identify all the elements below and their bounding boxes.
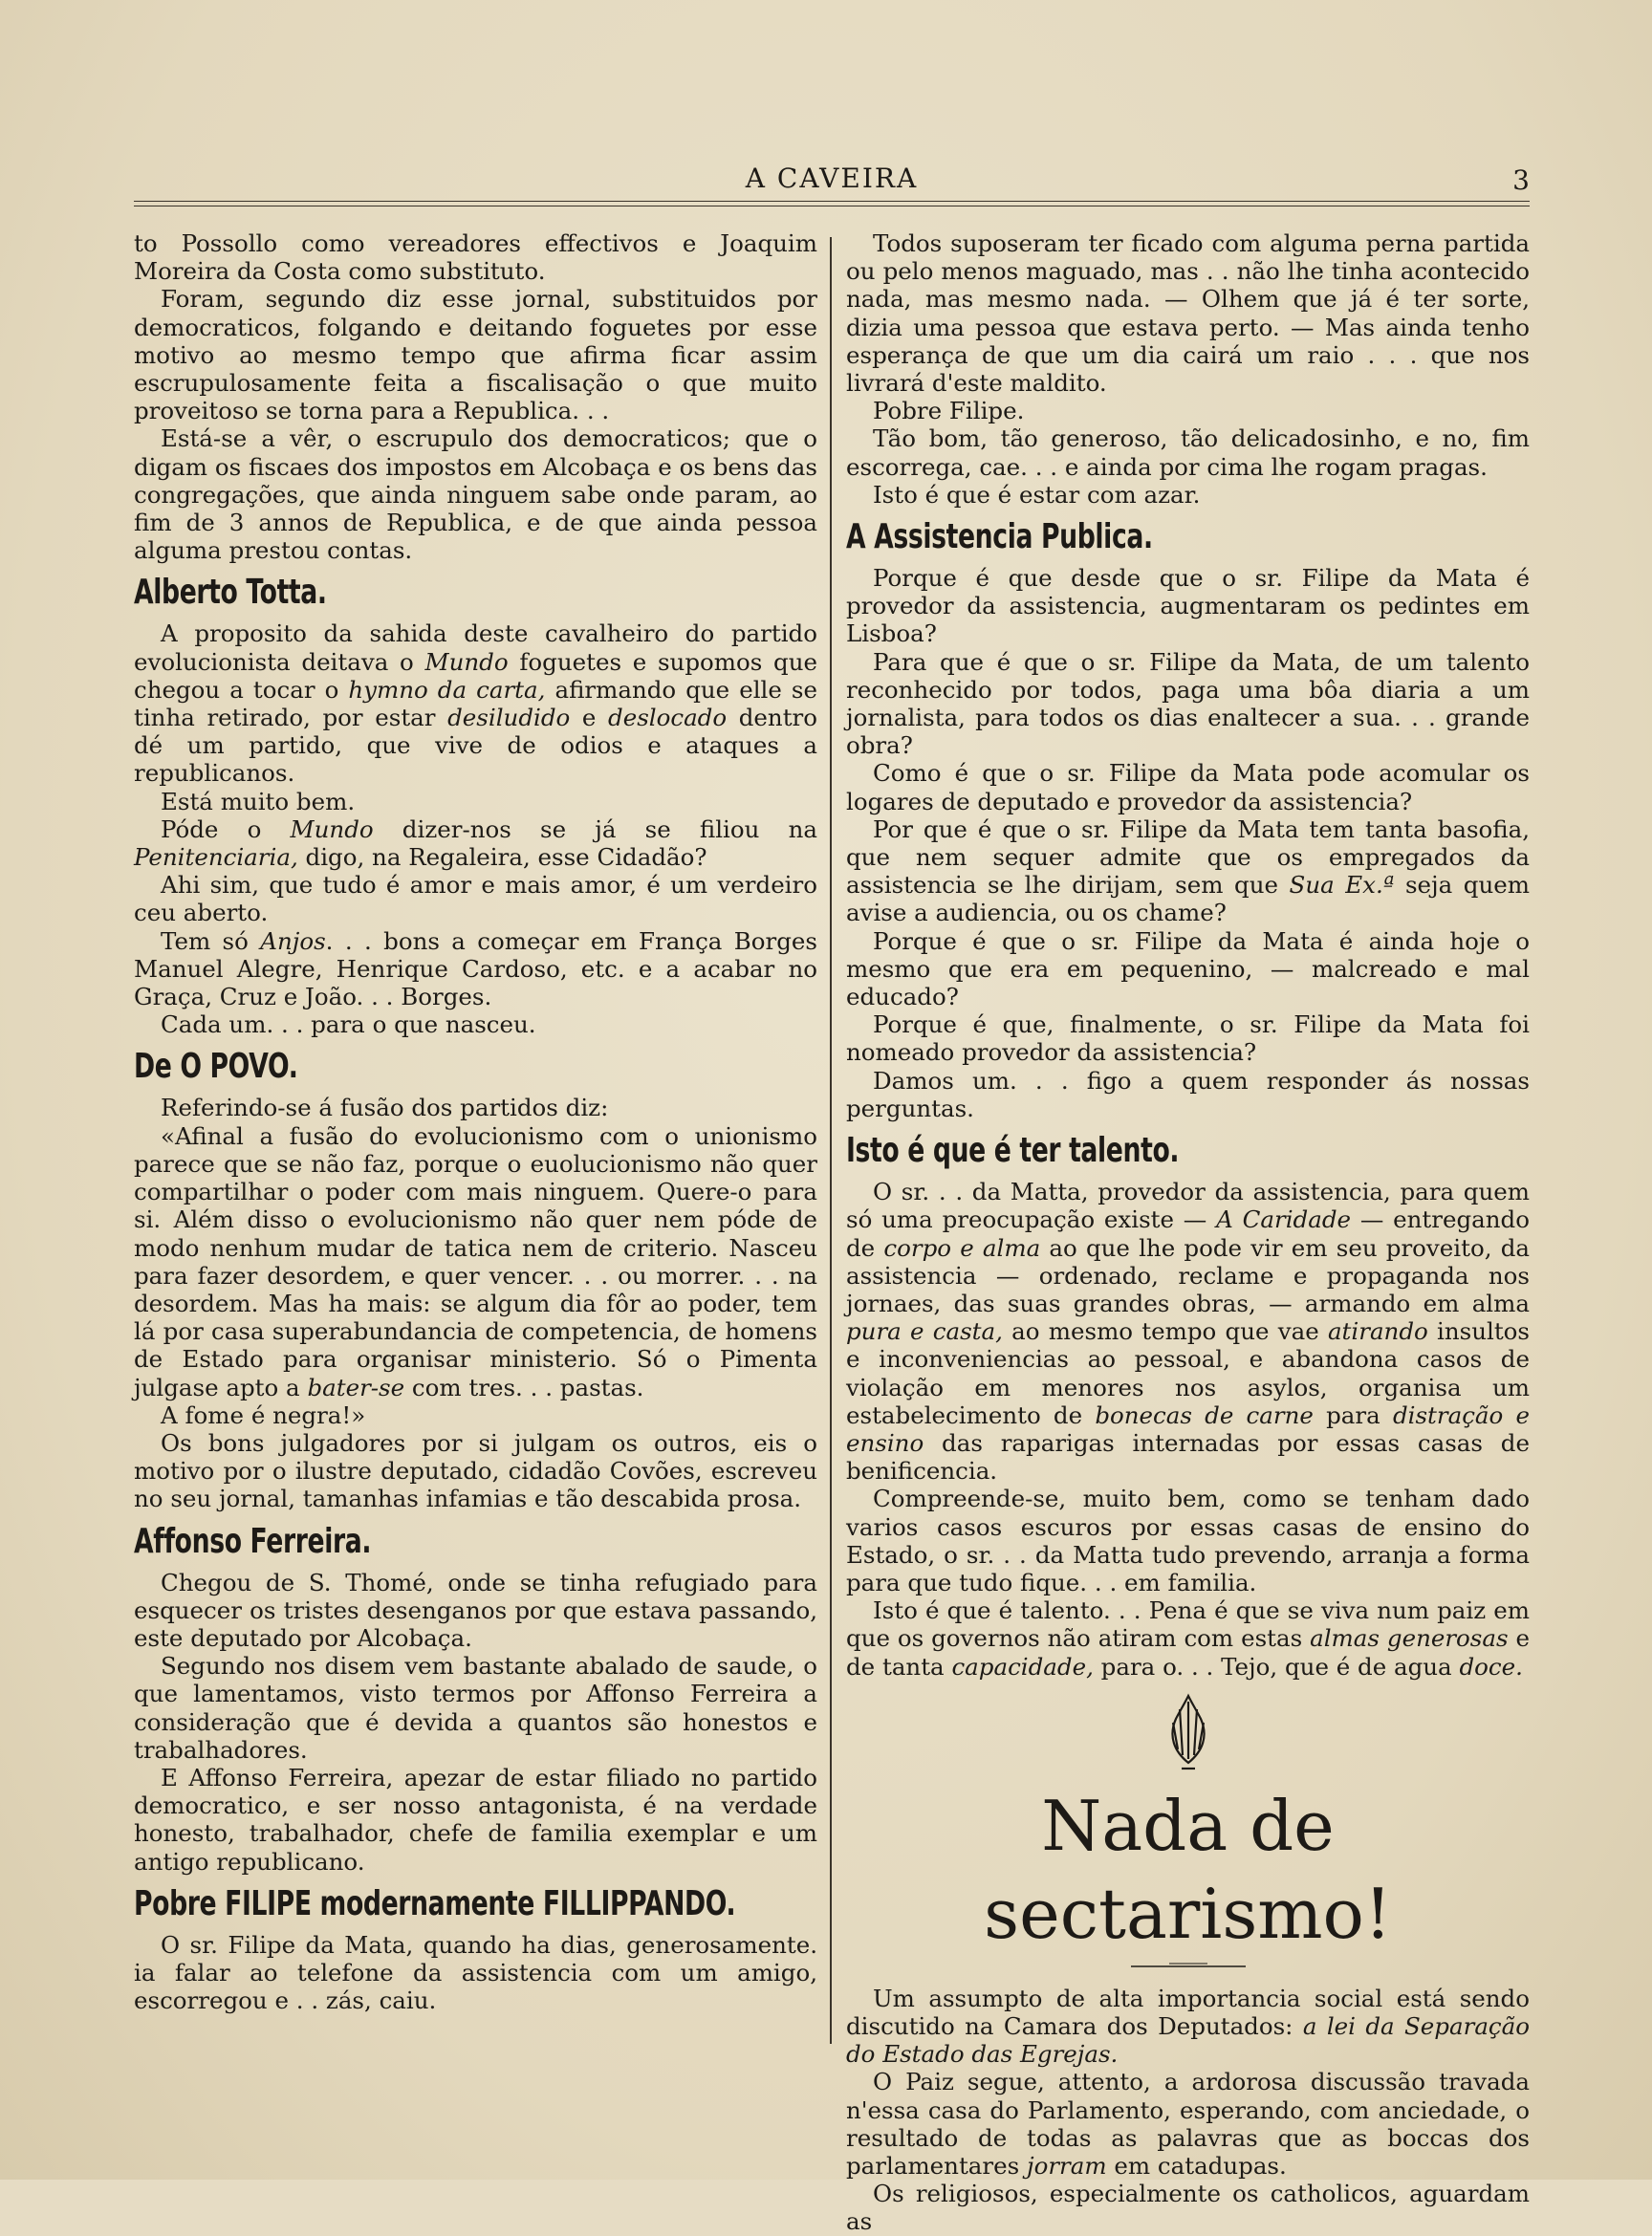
paragraph: Póde o Mundo dizer-nos se já se filiou na Penitenciaria, digo, na Regaleira, esse Cidadão? — [134, 814, 817, 872]
paragraph: Compreende-se, muito bem, como se tenham dado varios casos escuros por essas casas de ensino do Estado, o sr. . . da Matta tudo prevendo, arranja a forma para que tudo fique. . . em familia. — [846, 1485, 1530, 1596]
column-divider — [830, 237, 832, 2044]
paragraph: Pobre Filipe. — [873, 397, 1025, 425]
left-column — [134, 229, 817, 2014]
paragraph: Chegou de S. Thomé, onde se tinha refugiado para esquecer os tristes desenganos por que estava passando, este deputado por Alcobaça. — [134, 1568, 817, 1652]
paragraph: Os bons julgadores por si julgam os outros, eis o motivo por o ilustre deputado, cidadão Covões, escreveu no seu jornal, tamanhas infamias e tão descabida prosa. — [134, 1428, 817, 1513]
title-underline — [1131, 1962, 1246, 1971]
page-header — [134, 153, 1530, 210]
paragraph: Porque é que, finalmente, o sr. Filipe da Mata foi nomeado provedor da assistencia? — [846, 1010, 1530, 1067]
paragraph: A proposito da sahida deste cavalheiro do partido evolucionista deitava o Mundo foguetes e supomos que chegou a tocar o hymno da carta, afirmando que elle se tinha retirado, por estar desiludido e deslocado dentro dé um partido, que vive de odios e ataques a republicanos. — [134, 619, 818, 788]
paragraph: Para que é que o sr. Filipe da Mata, de um talento reconhecido por todos, paga uma bôa diaria a um jornalista, para todos os dias enaltecer a sua. . . grande obra? — [846, 647, 1530, 760]
right-column — [846, 229, 1530, 2236]
paragraph: Um assumpto de alta importancia social está sendo discutido na Camara dos Deputados: a lei da Separação do Estado das Egrejas. — [846, 1984, 1530, 2069]
paragraph: A fome é negra!» — [161, 1400, 366, 1429]
section-heading-alberto-totta: Alberto Totta. — [134, 573, 327, 613]
page-number: 3 — [1512, 164, 1530, 196]
paragraph: Damos um. . . figo a quem responder ás nossas perguntas. — [846, 1066, 1530, 1122]
section-heading-assistencia-publica: A Assistencia Publica. — [846, 517, 1153, 557]
paragraph: Está muito bem. — [161, 787, 356, 815]
paragraph: Como é que o sr. Filipe da Mata pode acomular os logares de deputado e provedor da assistencia? — [846, 759, 1530, 815]
section-heading-de-o-povo: De O POVO. — [134, 1047, 298, 1087]
paragraph: Cada um. . . para o que nasceu. — [161, 1010, 536, 1039]
paragraph: Porque é que o sr. Filipe da Mata é ainda hoje o mesmo que era em pequenino, — malcreado e mal educado? — [846, 926, 1530, 1011]
paragraph: Os religiosos, especialmente os catholicos, aguardam as — [846, 2180, 1530, 2236]
quoted-paragraph: «Afinal a fusão do evolucionismo com o unionismo parece que se não faz, porque o euolucionismo não quer compartilhar o poder com mais ninguem. Quere-o para si. Além disso o evolucionismo não quer nem póde de modo nenhum mudar de tatica nem de criterio. Nasceu para fazer desordem, e quer vencer. . . ou morrer. . . na desordem. Mas ha mais: se algum dia fôr ao poder, tem lá por casa superabundancia de competencia, de homens de Estado para organisar ministerio. Só o Pimenta julgase apto a bater-se com tres. . . pastas. — [134, 1121, 817, 1401]
article-title: Nada de sectarismo! — [984, 1785, 1392, 1954]
header-rule — [134, 201, 1530, 206]
newspaper-title: A CAVEIRA — [745, 163, 919, 194]
paragraph: Foram, segundo diz esse jornal, substituidos por democraticos, folgando e deitando foguetes por esse motivo ao mesmo tempo que afirma ficar assim escrupulosamente feita a fiscalisação o que muito proveitoso se torna para a Republica. . . — [134, 285, 817, 425]
paragraph: Ahi sim, que tudo é amor e mais amor, é um verdeiro ceu aberto. — [134, 871, 817, 927]
paragraph: E Affonso Ferreira, apezar de estar filiado no partido democratico, e ser nosso antagonista, é na verdade honesto, trabalhador, chefe de familia exemplar e um antigo republicano. — [134, 1763, 817, 1876]
section-heading-pobre-filipe: Pobre FILIPE modernamente FILLIPPANDO. — [134, 1883, 736, 1923]
paragraph: Todos suposeram ter ficado com alguma perna partida ou pelo menos maguado, mas . . não lhe tinha acontecido nada, mas mesmo nada. — Olhem que já é ter sorte, dizia uma pessoa que estava perto. — Mas ainda tenho esperança de que um dia cairá um raio . . . que nos livrará d'este maldito. — [846, 229, 1530, 398]
paragraph: Por que é que o sr. Filipe da Mata tem tanta basofia, que nem sequer admite que os empregados da assistencia se lhe dirijam, sem que Sua Ex.ª seja quem avise a audiencia, ou os chame? — [846, 814, 1530, 927]
paragraph: to Possollo como vereadores effectivos e Joaquim Moreira da Costa como substituto. — [134, 229, 817, 286]
section-heading-ter-talento: Isto é que é ter talento. — [846, 1131, 1180, 1171]
paragraph: Isto é que é estar com azar. — [873, 480, 1201, 509]
section-heading-affonso-ferreira: Affonso Ferreira. — [134, 1521, 372, 1561]
paragraph: Tão bom, tão generoso, tão delicadosinho, e no, fim escorrega, cae. . . e ainda por cima lhe rogam pragas. — [846, 424, 1530, 481]
paragraph: Está-se a vêr, o escrupulo dos democraticos; que o digam os fiscaes dos impostos em Alcobaça e os bens das congregações, que ainda ninguem sabe onde param, ao fim de 3 annos de Republica, e de que ainda pessoa alguma prestou contas. — [134, 424, 817, 565]
flame-ornament-icon — [1155, 1688, 1222, 1774]
paragraph: Porque é que desde que o sr. Filipe da Mata é provedor da assistencia, augmentaram os pedintes em Lisboa? — [846, 564, 1530, 648]
paragraph: Segundo nos disem vem bastante abalado de saude, o que lamentamos, visto termos por Affonso Ferreira a consideração que é devida a quantos são honestos e trabalhadores. — [134, 1652, 817, 1764]
paragraph: Isto é que é talento. . . Pena é que se viva num paiz em que os governos não atiram com estas almas generosas e de tanta capacidade, para o. . . Tejo, que é de agua doce. — [846, 1596, 1530, 1681]
paragraph: Tem só Anjos. . . bons a começar em França Borges Manuel Alegre, Henrique Cardoso, etc. e a acabar no Graça, Cruz e João. . . Borges. — [134, 926, 817, 1011]
paragraph: O sr. . . da Matta, provedor da assistencia, para quem só uma preocupação existe — A Caridade — entregando de corpo e alma ao que lhe pode vir em seu proveito, da assistencia — ordenado, reclame e propaganda nos jornaes, das suas grandes obras, — armando em alma pura e casta, ao mesmo tempo que vae atirando insultos e inconveniencias ao pessoal, e abandona casos de violação em menores nos asylos, organisa um estabelecimento de bonecas de carne para distração e ensino das raparigas internadas por essas casas de benificencia. — [846, 1178, 1530, 1486]
paragraph: O Paiz segue, attento, a ardorosa discussão travada n'essa casa do Parlamento, esperando, com anciedade, o resultado de todas as palavras que as boccas dos parlamentares jorram em catadupas. — [846, 2068, 1530, 2180]
paragraph: Referindo-se á fusão dos partidos diz: — [161, 1094, 609, 1122]
paragraph: O sr. Filipe da Mata, quando ha dias, generosamente. ia falar ao telefone da assistencia com um amigo, escorregou e . . zás, caiu. — [134, 1930, 817, 2015]
